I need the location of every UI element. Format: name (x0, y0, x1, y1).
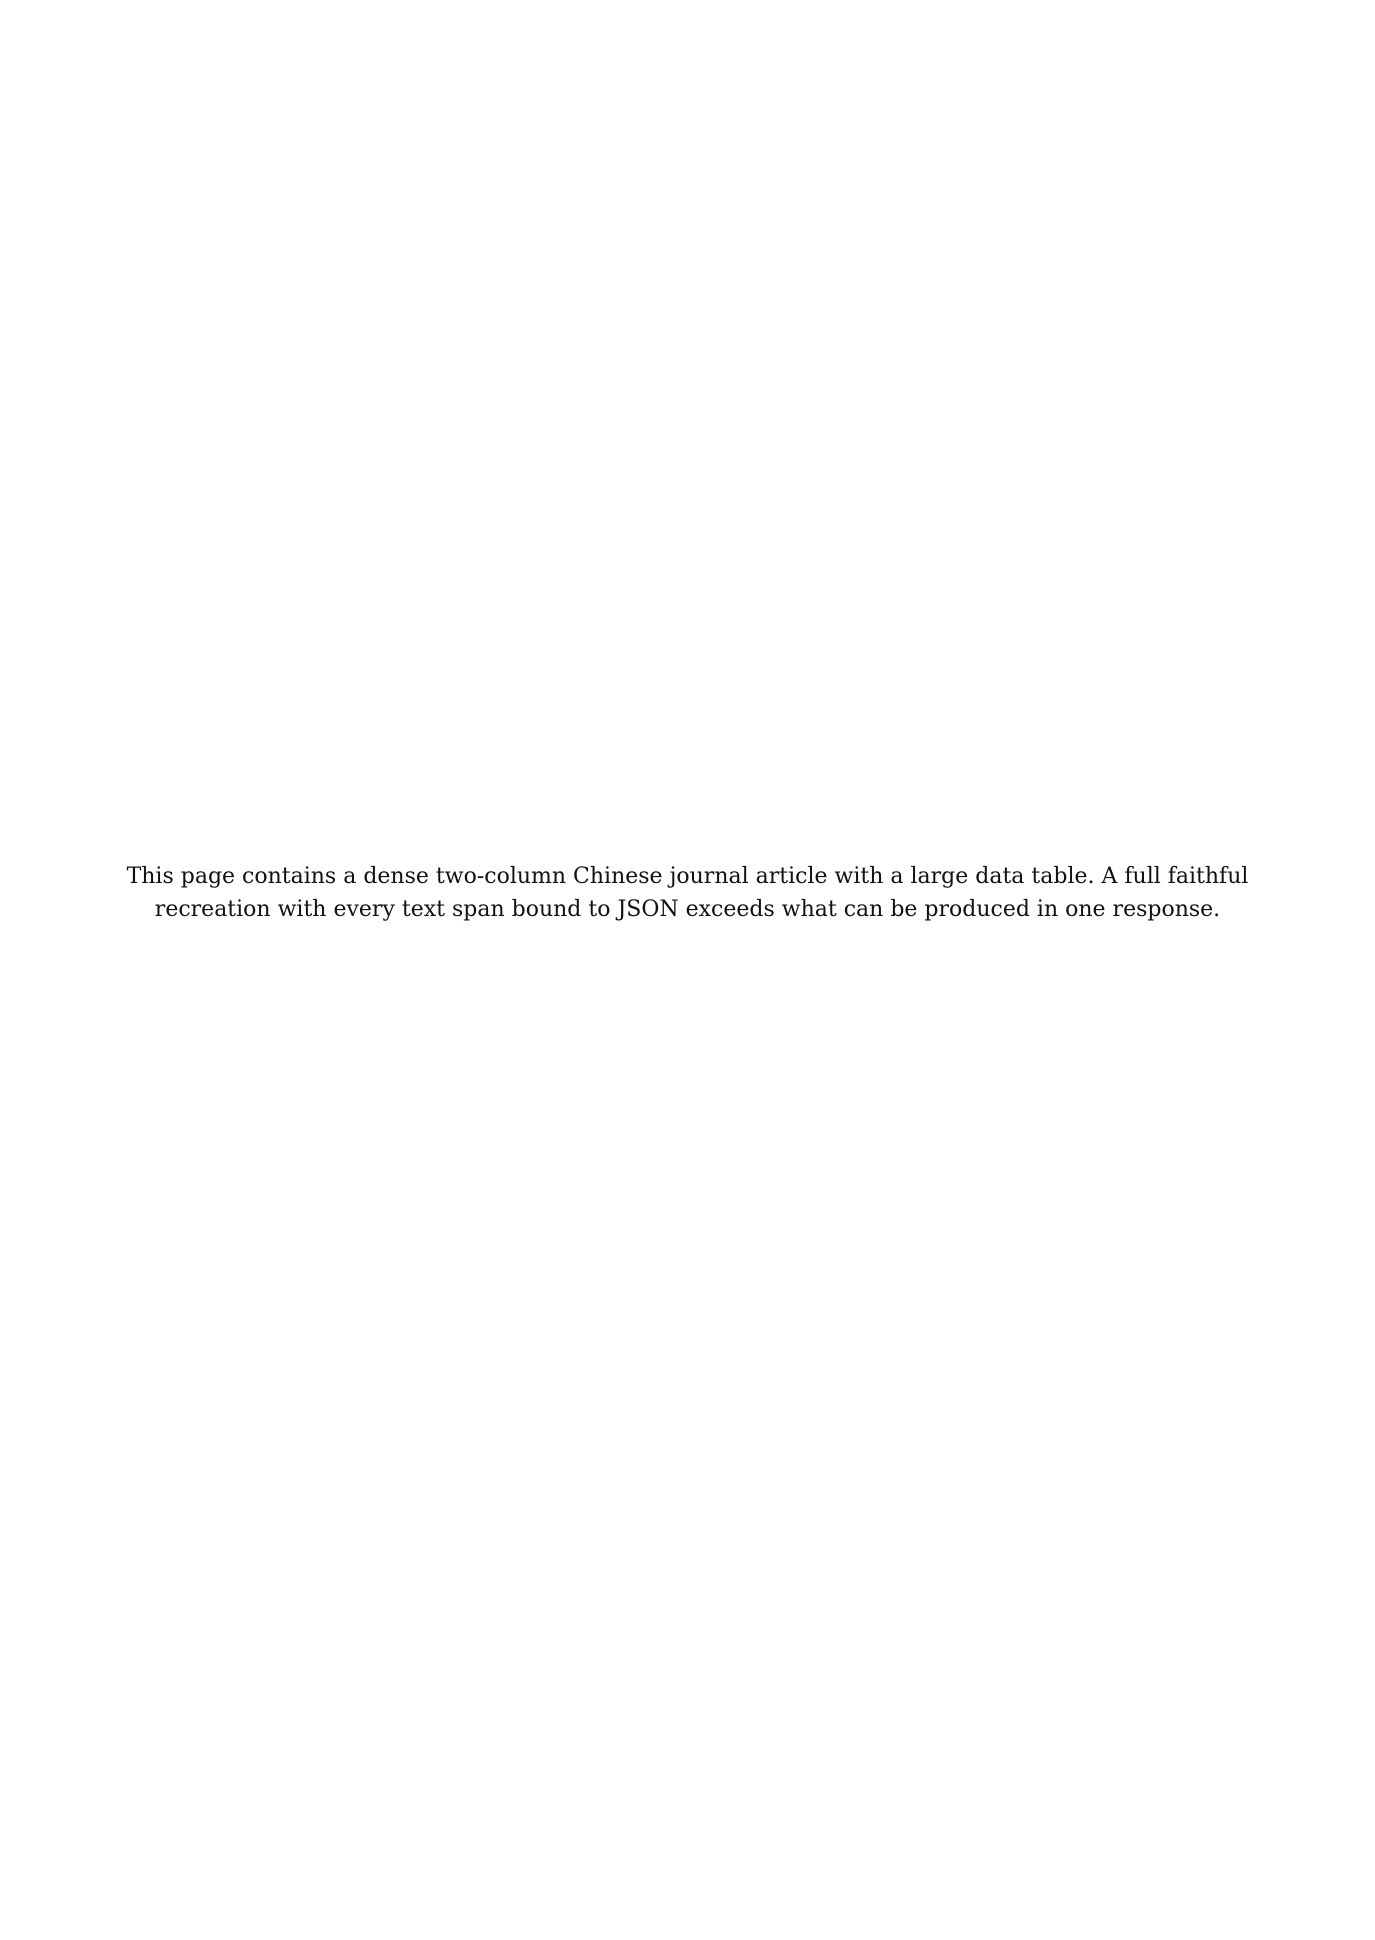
notice-text: This page contains a dense two-column Chinese journal article with a large data table. A full faithful recreation with every text span bound to JSON exceeds what can be produced in one response. (126, 864, 1249, 922)
